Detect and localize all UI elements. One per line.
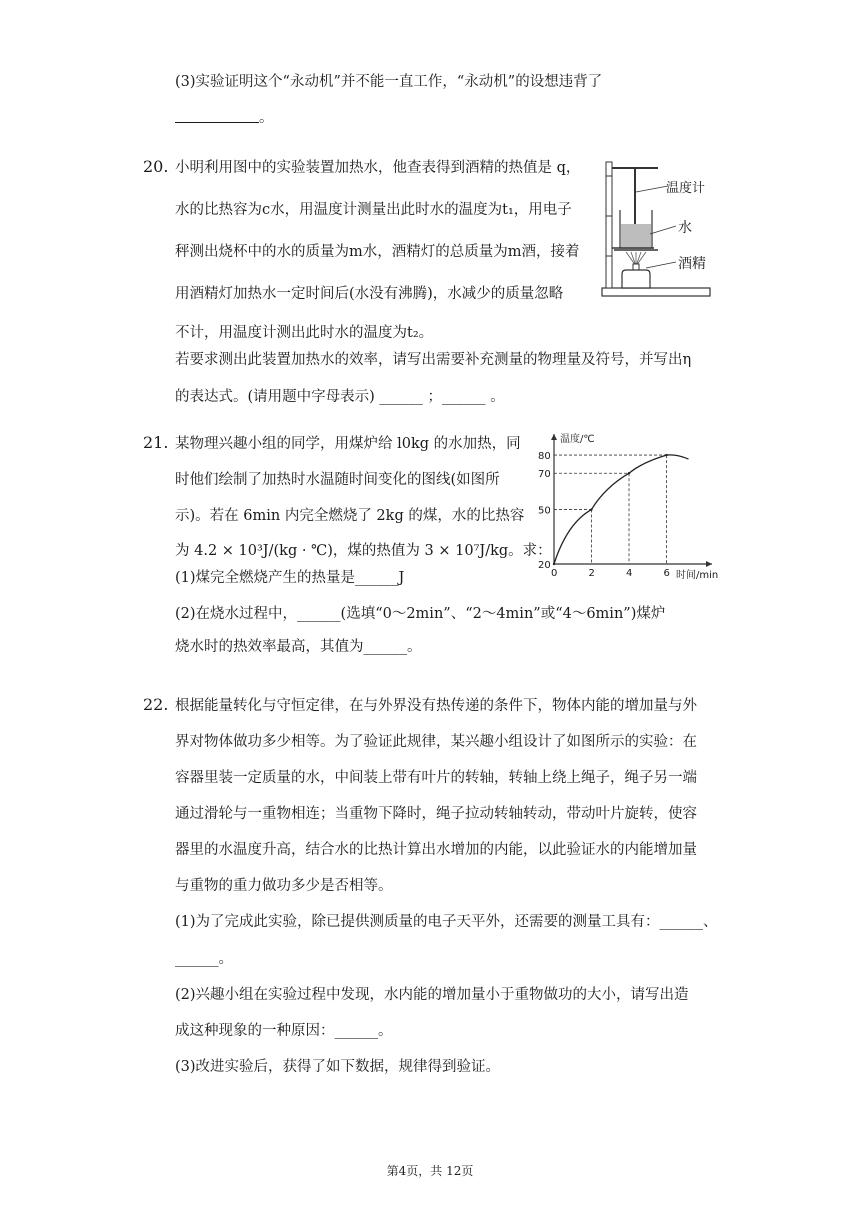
q19-line-2: 。 [259, 110, 274, 126]
q20-line-2: 水的比热容为c水，用温度计测量出此时水的温度为t₁，用电子 [175, 202, 572, 218]
q22-line-10: 成这种现象的一种原因：______。 [175, 1023, 393, 1039]
q22-line-2: 界对物体做功多少相等。为了验证此规律，某兴趣小组设计了如图所示的实验：在 [175, 734, 697, 750]
y-axis-label: 温度/℃ [560, 434, 595, 445]
q19-line-1: (3)实验证明这个“永动机”并不能一直工作，“永动机”的设想违背了 [175, 74, 603, 90]
x-tick-label: 4 [626, 568, 633, 579]
q22-line-8: ______。 [175, 951, 233, 967]
q20-line-7: 的表达式。(请用题中字母表示) ______ ；______ 。 [175, 389, 505, 405]
x-tick-label: 0 [551, 568, 558, 579]
q22-line-1: 根据能量转化与守恒定律，在与外界没有热传递的条件下，物体内能的增加量与外 [175, 698, 697, 714]
water-label: 水 [678, 220, 692, 236]
q20-line-4: 用酒精灯加热水一定时间后(水没有沸腾)，水减少的质量忽略 [175, 286, 564, 302]
x-axis-label: 时间/min [676, 570, 719, 581]
q22-line-4: 通过滑轮与一重物相连；当重物下降时，绳子拉动转轴转动，带动叶片旋转，使容 [175, 806, 697, 822]
q21-line-7: 烧水时的热效率最高，其值为______。 [175, 639, 422, 655]
answer-blank [175, 122, 259, 123]
page-footer: 第4页，共 12页 [386, 1164, 474, 1178]
q21-line-3: 示)。若在 6min 内完全燃烧了 2kg 的煤，水的比热容 [175, 508, 525, 524]
x-axis-arrow [706, 561, 712, 567]
q21-line-6: (2)在烧水过程中，______(选填“0～2min”、“2～4min”或“4～6min”)煤炉 [175, 606, 666, 622]
q21-line-5: (1)煤完全燃烧产生的热量是______J [175, 570, 405, 586]
q22-line-6: 与重物的重力做功多少是否相等。 [175, 878, 393, 894]
temperature-time-chart [530, 428, 720, 586]
alcohol-label: 酒精 [678, 256, 706, 272]
data-point [628, 472, 630, 474]
y-tick-label: 70 [538, 469, 551, 481]
q22-line-3: 容器里装一定质量的水，中间装上带有叶片的转轴，转轴上绕上绳子，绳子另一端 [175, 770, 697, 786]
q20-line-5: 不计，用温度计测出此时水的温度为t₂。 [175, 325, 434, 341]
y-tick-label: 50 [538, 505, 551, 517]
x-tick-label: 6 [663, 568, 670, 579]
q22-line-11: (3)改进实验后，获得了如下数据，规律得到验证。 [175, 1059, 501, 1075]
q20-line-3: 秤测出烧杯中的水的质量为m水，酒精灯的总质量为m酒，接着 [175, 244, 580, 260]
q22-line-7: (1)为了完成此实验，除已提供测质量的电子天平外，还需要的测量工具有：______、 [175, 914, 718, 930]
q20-line-1: 小明利用图中的实验装置加热水，他查表得到酒精的热值是 q， [175, 160, 581, 176]
q20-line-6: 若要求测出此装置加热水的效率，请写出需要补充测量的物理量及符号，并写出η [175, 352, 692, 368]
data-point [590, 508, 592, 510]
y-tick-label: 20 [538, 560, 551, 571]
question-number: 22. [143, 695, 169, 714]
q22-line-9: (2)兴趣小组在实验过程中发现，水内能的增加量小于重物做功的大小，请写出造 [175, 987, 689, 1003]
question-number: 21. [143, 433, 169, 452]
data-point [553, 563, 555, 565]
q21-line-2: 时他们绘制了加热时水温随时间变化的图线(如图所 [175, 472, 500, 488]
y-tick-label: 80 [538, 451, 551, 463]
q21-line-1: 某物理兴趣小组的同学，用煤炉给 l0kg 的水加热，同 [175, 436, 521, 452]
thermometer-label: 温度计 [666, 181, 706, 196]
question-number: 20. [143, 157, 169, 176]
heating-apparatus-figure [596, 156, 716, 302]
q21-line-4: 为 4.2 × 10³J/(kg · ℃)，煤的热值为 3 × 10⁷J/kg。求： [175, 543, 552, 559]
x-tick-label: 2 [588, 568, 595, 579]
q22-line-5: 器里的水温度升高，结合水的比热计算出水增加的内能，以此验证水的内能增加量 [175, 842, 697, 858]
y-axis-arrow [551, 434, 557, 440]
data-point [665, 454, 667, 456]
